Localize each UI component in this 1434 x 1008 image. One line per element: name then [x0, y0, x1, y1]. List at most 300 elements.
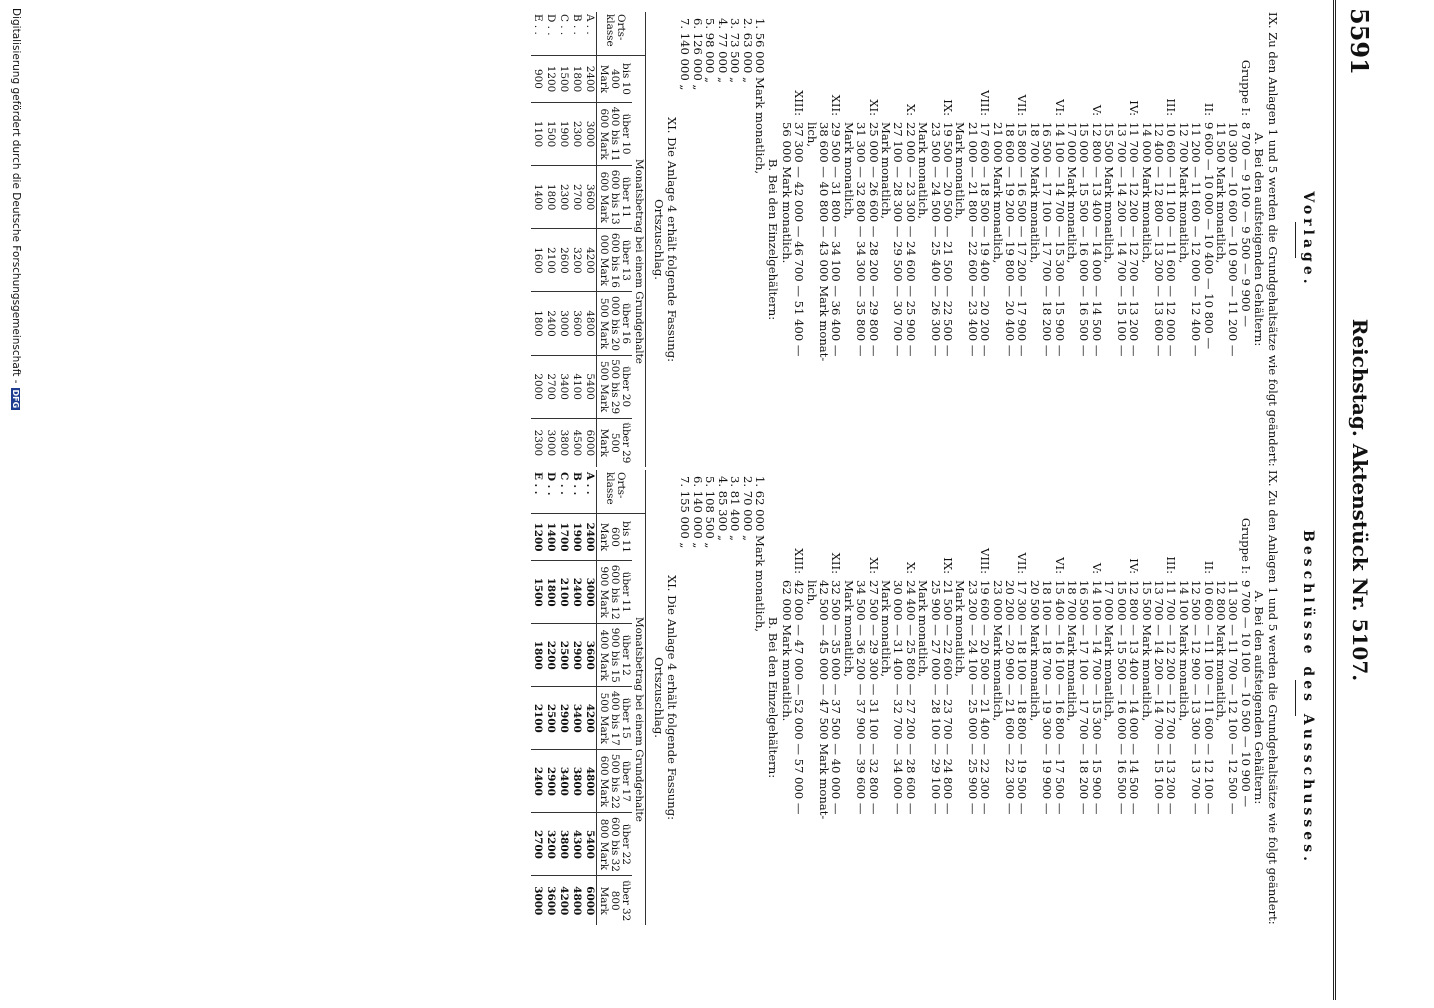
table-cell: 3600 — [583, 624, 597, 687]
group-line: 14 100 Mark monatlich, — [1176, 580, 1191, 722]
group-label: VI: — [1052, 99, 1067, 116]
einzel-item: 3. 81 400 „ — [728, 476, 743, 542]
table-column-header: über 29 500 Mark — [597, 418, 633, 467]
group-label: IV: — [1127, 558, 1142, 574]
group-line: 20 200 — 20 900 — 21 600 — 22 300 — — [1003, 580, 1018, 815]
group-first-line — [1165, 12, 1177, 467]
table-cell: 1800 — [531, 624, 544, 687]
group-line: 10 600 — 11 100 — 11 600 — 12 000 — — [1164, 122, 1179, 357]
group-line: Mark monatlich, — [841, 122, 856, 220]
table-column-header: über 16 000 bis 20 500 Mark — [597, 292, 633, 355]
group-line: 15 400 — 16 100 — 16 800 — 17 500 — — [1052, 580, 1067, 815]
table-cell: 4800 — [570, 876, 583, 925]
table-cell: A . . — [584, 472, 597, 495]
group-line: Mark monatlich, — [953, 122, 968, 220]
table-row — [531, 470, 544, 925]
table-cell: 4500 — [570, 418, 583, 467]
group-label: XI: — [866, 557, 881, 574]
table-cell: 4100 — [570, 355, 583, 418]
group-first-line — [1128, 470, 1140, 925]
table-cell: 4200 — [583, 687, 597, 750]
group-line: 20 500 Mark monatlich, — [1027, 580, 1042, 722]
group-line: 11 200 — 11 600 — 12 000 — 12 400 — — [1189, 122, 1204, 357]
group-line: 14 100 — 14 700 — 15 300 — 15 900 — — [1089, 580, 1104, 815]
group-first-line — [1091, 470, 1103, 925]
table-cell: A . . — [584, 14, 597, 35]
group-first-line — [904, 12, 916, 467]
einzel-item: 7. 155 000 „ — [678, 476, 693, 549]
group-label: II: — [1201, 560, 1216, 574]
table-cell: 2700 — [570, 166, 583, 229]
group-line: 15 500 Mark monatlich, — [1102, 122, 1117, 264]
table-cell: 1500 — [531, 561, 544, 624]
group-line: 18 100 — 18 700 — 19 300 — 19 900 — — [1040, 580, 1055, 815]
table-column-header: über 15 400 bis 17 500 Mark — [597, 687, 633, 750]
salary-group — [780, 12, 805, 467]
salary-group — [1177, 470, 1214, 925]
group-line: 12 400 — 12 800 — 13 200 — 13 600 — — [1151, 122, 1166, 357]
group-first-line — [1202, 12, 1214, 467]
group-line: 19 500 — 20 500 — 21 500 — 22 500 — — [941, 122, 956, 357]
ortszuschlag-title: Ortszuschlag. — [651, 199, 666, 280]
group-line: 18 600 — 19 200 — 19 800 — 20 400 — — [1003, 122, 1018, 357]
group-label: X: — [903, 103, 918, 116]
group-line: 11 700 — 12 200 — 12 700 — 13 200 — — [1164, 580, 1179, 815]
salary-group — [805, 12, 842, 467]
table-cell: 3200 — [544, 813, 557, 876]
group-first-line — [1016, 12, 1028, 467]
group-first-line — [1016, 470, 1028, 925]
group-line: 12 800 Mark monatlich, — [1213, 580, 1228, 722]
group-first-line — [1202, 470, 1214, 925]
einzel-item: 5. 98 000 „ — [703, 18, 718, 84]
table-column-header: bis 11 600 Mark — [597, 513, 633, 560]
group-line: 21 000 Mark monatlich, — [990, 122, 1005, 264]
table-cell: 4800 — [583, 292, 597, 355]
group-line: 13 700 — 14 200 — 14 700 — 15 100 — — [1151, 580, 1166, 815]
group-line: 15 000 — 15 500 — 16 000 — 16 500 — — [1077, 122, 1092, 357]
table-cell: 1500 — [544, 102, 557, 165]
table-cell: 3000 — [544, 418, 557, 467]
salary-group — [991, 470, 1028, 925]
group-line: 37 300 — 42 000 — 46 700 — 51 400 — — [792, 122, 807, 357]
salary-group — [954, 470, 991, 925]
group-first-line — [979, 470, 991, 925]
table-cell: 6000 — [583, 418, 597, 467]
column-vorlage — [531, 12, 1316, 467]
group-line: 11 300 — 11 700 — 12 100 — 12 500 — — [1226, 580, 1241, 815]
salary-group — [805, 470, 842, 925]
group-label: VIII: — [978, 89, 993, 116]
table-cell: 2400 — [583, 55, 597, 102]
table-row — [583, 12, 597, 467]
group-line: 34 500 — 36 200 — 37 900 — 39 600 — — [854, 580, 869, 815]
table-cell: 2900 — [557, 687, 570, 750]
table-cell: 2400 — [570, 561, 583, 624]
table-cell: 3400 — [557, 750, 570, 813]
salary-group — [780, 470, 805, 925]
group-first-line — [942, 470, 954, 925]
table-cell: 3600 — [570, 292, 583, 355]
group-first-line — [830, 470, 842, 925]
table-row — [557, 12, 570, 467]
table-cell: 1900 — [570, 513, 583, 560]
group-first-line — [793, 470, 805, 925]
einzel-item: 5. 108 500 „ — [703, 476, 718, 549]
section-a-heading: A. Bei den aufsteigenden Gehältern: — [1252, 132, 1267, 347]
salary-group — [1028, 12, 1065, 467]
group-line: 25 900 — 27 000 — 28 100 — 29 100 — — [928, 580, 943, 815]
table-row — [570, 12, 583, 467]
group-line: 29 500 — 31 800 — 34 100 — 36 400 — — [829, 122, 844, 357]
table-cell: E . . — [532, 14, 545, 35]
group-first-line — [1053, 470, 1065, 925]
table-cell: 3800 — [557, 418, 570, 467]
group-label: III: — [1164, 98, 1179, 116]
group-line: 21 500 — 22 600 — 23 700 — 24 800 — — [941, 580, 956, 815]
group-line: 11 500 Mark monatlich, — [1213, 122, 1228, 264]
group-label: IX: — [941, 557, 956, 574]
group-first-line — [830, 12, 842, 467]
group-line: 27 500 — 29 300 — 31 100 — 32 800 — — [866, 580, 881, 815]
group-line: 24 400 — 25 800 — 27 200 — 28 600 — — [903, 580, 918, 815]
einzel-item: 2. 63 000 „ — [740, 18, 755, 84]
section-intro: IX. Zu den Anlagen 1 und 5 werden die Grundgehaltsätze wie folgt geändert: — [1265, 12, 1280, 467]
table-cell: 4800 — [583, 750, 597, 813]
group-line: 13 700 — 14 200 — 14 700 — 15 100 — — [1114, 122, 1129, 357]
table-cell: 2700 — [531, 813, 544, 876]
ortszuschlag-title: Ortszuschlag. — [651, 657, 666, 738]
group-line: 22 000 — 23 300 — 24 600 — 25 900 — — [903, 122, 918, 357]
table-cell: 2500 — [544, 687, 557, 750]
einzel-item: 1. 56 000 Mark monatlich, — [752, 18, 767, 175]
group-first-line — [1091, 12, 1103, 467]
group-line: 9 600 — 10 000 — 10 400 — 10 800 — — [1201, 122, 1216, 350]
group-line: 12 800 — 13 400 — 14 000 — 14 500 — — [1127, 580, 1142, 815]
einzel-list — [679, 470, 766, 925]
table-column-header: über 22 600 bis 32 800 Mark — [597, 813, 633, 876]
group-line: 10 300 — 10 600 — 10 900 — 11 200 — — [1226, 122, 1241, 357]
group-first-line — [979, 12, 991, 467]
einzel-item: 6. 140 000 „ — [690, 476, 705, 549]
group-line: Mark monatlich, — [953, 580, 968, 678]
group-first-line — [942, 12, 954, 467]
group-line: 42 000 — 47 000 — 52 000 — 57 000 — — [792, 580, 807, 815]
group-label: II: — [1201, 102, 1216, 116]
salary-group — [1066, 12, 1103, 467]
table-cell: 2100 — [557, 561, 570, 624]
group-first-line — [867, 470, 879, 925]
table-cell: 3000 — [531, 876, 544, 925]
table-cell: E . . — [532, 472, 545, 495]
group-line: 31 300 — 32 800 — 34 300 — 35 800 — — [854, 122, 869, 357]
group-line: 12 800 — 13 400 — 14 000 — 14 500 — — [1089, 122, 1104, 357]
group-line: 18 700 Mark monatlich, — [1065, 580, 1080, 722]
group-line: 15 500 Mark monatlich, — [1139, 580, 1154, 722]
section-b-heading: B. Bei den Einzelgehältern: — [766, 616, 781, 779]
group-first-line — [1239, 12, 1251, 467]
section-a-heading: A. Bei den aufsteigenden Gehältern: — [1252, 590, 1267, 805]
salary-group — [1140, 12, 1177, 467]
table-column-header: über 32 800 Mark — [597, 876, 633, 925]
table-cell: 4300 — [570, 813, 583, 876]
table-cell: 1800 — [570, 55, 583, 102]
group-label: III: — [1164, 556, 1179, 574]
einzel-item: 2. 70 000 „ — [740, 476, 755, 542]
group-line: 27 100 — 28 300 — 29 500 — 30 700 — — [891, 122, 906, 357]
table-cell: 2000 — [531, 355, 544, 418]
table-cell: 2300 — [570, 102, 583, 165]
group-label: VI: — [1052, 557, 1067, 574]
group-line: lich, — [804, 122, 819, 148]
table-row — [531, 12, 544, 467]
group-label: XIII: — [792, 90, 807, 116]
group-label: IX: — [941, 99, 956, 116]
einzel-item: 1. 62 000 Mark monatlich, — [752, 476, 767, 633]
group-line: 23 200 — 24 100 — 25 000 — 25 900 — — [965, 580, 980, 815]
table-cell: 2300 — [557, 166, 570, 229]
footer-credit — [10, 0, 22, 1008]
table-cell: B . . — [571, 14, 584, 35]
salary-group — [991, 12, 1028, 467]
table-cell: 1200 — [531, 513, 544, 560]
table-cell: 900 — [531, 55, 544, 102]
table-row — [544, 470, 557, 925]
table-column-header: über 10 400 bis 11 600 Mark — [597, 102, 633, 165]
column-title: Vorlage. — [1300, 191, 1316, 288]
table-cell: 6000 — [583, 876, 597, 925]
ortszuschlag-table — [531, 12, 646, 467]
group-line: Mark monatlich, — [879, 580, 893, 678]
table-cell: 2400 — [531, 750, 544, 813]
title-rule — [1295, 222, 1296, 258]
header-title: Reichstag. Aktenstück Nr. 5107. — [1348, 318, 1372, 682]
table-cell: 4200 — [557, 876, 570, 925]
table-cell: 1100 — [531, 102, 544, 165]
table-group-header: Monatsbetrag bei einem Grundgehalte — [632, 513, 646, 925]
table-row — [557, 470, 570, 925]
group-line: 14 100 — 14 700 — 15 300 — 15 900 — — [1052, 122, 1067, 357]
table-cell: 1400 — [544, 513, 557, 560]
table-cell: 3400 — [570, 687, 583, 750]
table-cell: C . . — [558, 14, 571, 36]
einzel-item: 3. 73 500 „ — [728, 18, 743, 84]
group-line: 18 700 Mark monatlich, — [1027, 122, 1042, 264]
salary-group — [880, 12, 917, 467]
group-label: X: — [903, 561, 918, 574]
table-column-header: bis 10 400 Mark — [597, 55, 633, 102]
page-number: 5591 — [1345, 8, 1374, 75]
salary-group — [917, 12, 954, 467]
group-line: 42 500 — 45 000 — 47 500 Mark monat- — [816, 580, 831, 820]
group-label: VII: — [1015, 552, 1030, 574]
salary-group — [880, 470, 917, 925]
group-line: 12 700 Mark monatlich, — [1176, 122, 1191, 264]
table-cell: 2100 — [544, 229, 557, 292]
group-first-line — [867, 12, 879, 467]
table-cell: 2500 — [557, 624, 570, 687]
group-line: Mark monatlich, — [841, 580, 856, 678]
table-column-header: über 20 500 bis 29 500 Mark — [597, 355, 633, 418]
group-line: Mark monatlich, — [879, 122, 893, 220]
group-line: 19 600 — 20 500 — 21 400 — 22 300 — — [978, 580, 993, 815]
table-cell: 3600 — [583, 166, 597, 229]
column-ausschuss — [531, 470, 1316, 925]
salary-group — [842, 470, 879, 925]
group-line: 16 500 — 17 100 — 17 700 — 18 200 — — [1077, 580, 1092, 815]
group-label: XI: — [866, 99, 881, 116]
group-line: Mark monatlich, — [916, 122, 931, 220]
table-cell: 5400 — [583, 355, 597, 418]
group-line: 62 000 Mark monatlich. — [779, 580, 794, 722]
group-line: 14 000 Mark monatlich, — [1139, 122, 1154, 264]
salary-group — [1028, 470, 1065, 925]
table-column-header: über 13 600 bis 16 000 Mark — [597, 229, 633, 292]
group-label: IV: — [1127, 100, 1142, 116]
group-first-line — [1128, 12, 1140, 467]
salary-group — [1177, 12, 1214, 467]
table-cell: 2400 — [583, 513, 597, 560]
einzel-item: 4. 85 300 „ — [715, 476, 730, 542]
table-cell: 2900 — [570, 624, 583, 687]
table-cell: 3000 — [583, 561, 597, 624]
group-first-line — [1053, 12, 1065, 467]
section-b-heading: B. Bei den Einzelgehältern: — [766, 158, 781, 321]
table-cell: C . . — [558, 472, 571, 495]
group-line: 11 700 — 12 200 — 12 700 — 13 200 — — [1127, 122, 1142, 357]
group-label: VIII: — [978, 547, 993, 574]
table-row — [583, 470, 597, 925]
section-xi-heading: XI. Die Anlage 4 erhält folgende Fassung: — [665, 116, 680, 363]
table-column-header: über 12 900 bis 15 400 Mark — [597, 624, 633, 687]
table-cell: 2400 — [544, 292, 557, 355]
table-cell: 3400 — [557, 355, 570, 418]
group-line: 15 000 — 15 500 — 16 000 — 16 500 — — [1114, 580, 1129, 815]
group-label: XII: — [829, 552, 844, 574]
section-xi-heading: XI. Die Anlage 4 erhält folgende Fassung: — [665, 574, 680, 821]
group-line: 17 600 — 18 500 — 19 400 — 20 200 — — [978, 122, 993, 357]
salary-group — [1215, 470, 1252, 925]
group-first-line — [1165, 470, 1177, 925]
ortszuschlag-table — [531, 470, 646, 925]
table-cell: 1600 — [531, 229, 544, 292]
table-cell: 2300 — [531, 418, 544, 467]
salary-group — [917, 470, 954, 925]
page-header — [1333, 0, 1378, 1000]
table-column-header: Orts-klasse — [597, 12, 633, 55]
table-cell: 2100 — [531, 687, 544, 750]
table-corner — [632, 470, 646, 513]
group-label: V: — [1089, 104, 1104, 116]
group-line: 23 500 — 24 500 — 25 400 — 26 300 — — [928, 122, 943, 357]
group-line: 21 000 — 21 800 — 22 600 — 23 400 — — [965, 122, 980, 357]
table-cell: 1800 — [531, 292, 544, 355]
table-cell: 1500 — [557, 55, 570, 102]
table-cell: 3000 — [583, 102, 597, 165]
group-label: Gruppe I: — [1238, 517, 1253, 574]
group-first-line — [1239, 470, 1251, 925]
section-intro: IX. Zu den Anlagen 1 und 5 werden die Grundgehaltsätze wie folgt geändert: — [1265, 470, 1280, 925]
table-column-header: Orts-klasse — [597, 470, 633, 513]
table-cell: 1900 — [557, 102, 570, 165]
group-label: V: — [1089, 562, 1104, 574]
table-cell: 1800 — [544, 561, 557, 624]
group-line: 30 000 — 31 400 — 32 700 — 34 000 — — [891, 580, 906, 815]
group-line: 17 000 Mark monatlich, — [1065, 122, 1080, 264]
einzel-item: 7. 140 000 „ — [678, 18, 693, 91]
salary-group — [1215, 12, 1252, 467]
table-cell: 3800 — [557, 813, 570, 876]
table-column-header: über 11 600 bis 13 600 Mark — [597, 166, 633, 229]
group-line: 38 600 — 40 800 — 43 000 Mark monat- — [816, 122, 831, 362]
table-cell: 1400 — [531, 166, 544, 229]
table-cell: 1200 — [544, 55, 557, 102]
group-label: XII: — [829, 94, 844, 116]
salary-group — [842, 12, 879, 467]
group-line: 32 500 — 35 000 — 37 500 — 40 000 — — [829, 580, 844, 815]
einzel-list — [679, 12, 766, 467]
table-cell: 2900 — [544, 750, 557, 813]
salary-group — [1103, 470, 1140, 925]
table-cell: 1800 — [544, 166, 557, 229]
table-cell: 3800 — [570, 750, 583, 813]
group-label: XIII: — [792, 548, 807, 574]
table-cell: 4200 — [583, 229, 597, 292]
group-line: lich, — [804, 580, 819, 606]
group-line: 10 600 — 11 100 — 11 600 — 12 100 — — [1201, 580, 1216, 815]
table-cell: 5400 — [583, 813, 597, 876]
group-line: Mark monatlich, — [916, 580, 931, 678]
group-label: VII: — [1015, 94, 1030, 116]
table-cell: 3600 — [544, 876, 557, 925]
salary-group — [1140, 470, 1177, 925]
table-cell: 1700 — [557, 513, 570, 560]
group-line: 16 500 — 17 100 — 17 700 — 18 200 — — [1040, 122, 1055, 357]
table-cell: 3000 — [557, 292, 570, 355]
group-first-line — [904, 470, 916, 925]
table-column-header: über 11 600 bis 12 900 Mark — [597, 561, 633, 624]
table-row — [544, 12, 557, 467]
table-row — [570, 470, 583, 925]
group-first-line — [793, 12, 805, 467]
group-line: 9 700 — 10 100 — 10 500 — 10 900 — — [1238, 580, 1253, 808]
table-corner — [632, 12, 646, 55]
salary-group — [1066, 470, 1103, 925]
group-line: 17 000 Mark monatlich, — [1102, 580, 1117, 722]
group-line: 25 000 — 26 600 — 28 200 — 29 800 — — [866, 122, 881, 357]
group-line: 23 000 Mark monatlich, — [990, 580, 1005, 722]
table-cell: B . . — [571, 472, 584, 496]
group-line: 12 500 — 12 900 — 13 300 — 13 700 — — [1189, 580, 1204, 815]
einzel-item: 6. 126 000 „ — [690, 18, 705, 91]
table-column-header: über 17 500 bis 22 600 Mark — [597, 750, 633, 813]
salary-group — [954, 12, 991, 467]
table-cell: D . . — [545, 14, 558, 36]
table-group-header: Monatsbetrag bei einem Grundgehalte — [632, 55, 646, 467]
column-title: Beschlüsse des Ausschusses. — [1300, 530, 1316, 865]
einzel-item: 4. 77 000 „ — [715, 18, 730, 84]
group-line: 17 300 — 18 100 — 18 800 — 19 500 — — [1015, 580, 1030, 815]
group-line: 56 000 Mark monatlich. — [779, 122, 794, 264]
table-cell: 2600 — [557, 229, 570, 292]
table-cell: 2200 — [544, 624, 557, 687]
group-label: Gruppe I: — [1238, 59, 1253, 116]
credit-text: Digitalisierung gefördert durch die Deutsche Forschungsgemeinschaft - — [10, 8, 22, 384]
salary-group — [1103, 12, 1140, 467]
table-cell: 3200 — [570, 229, 583, 292]
table-cell: D . . — [545, 472, 558, 496]
group-line: 8 700 — 9 100 — 9 500 — 9 900 — — [1238, 122, 1253, 327]
